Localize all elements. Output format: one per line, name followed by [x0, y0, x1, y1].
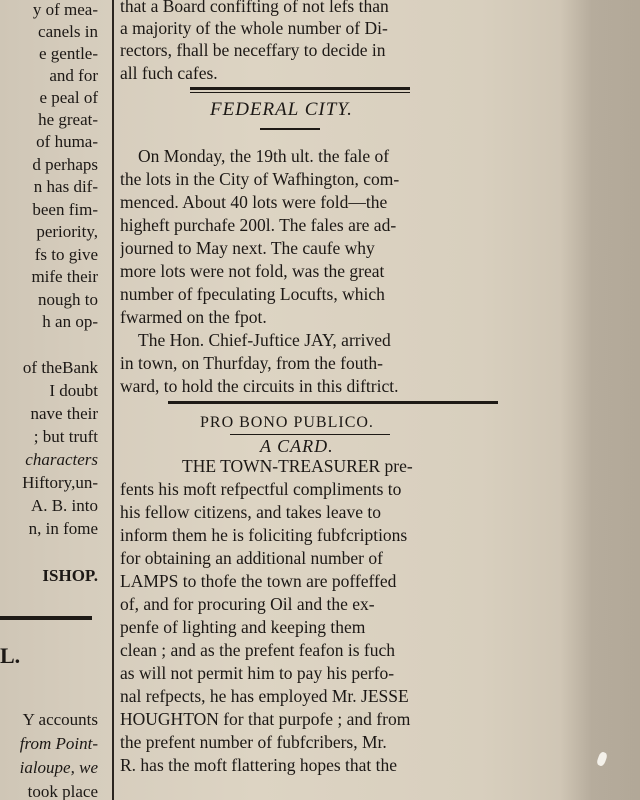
text-line: On Monday, the 19th ult. the fale of	[138, 146, 390, 166]
left-line: h an op-	[42, 312, 98, 331]
text-line: fwarmed on the fpot.	[120, 307, 267, 327]
left-line: took place	[27, 782, 98, 800]
text-line: menced. About 40 lots were fold—the	[120, 192, 388, 212]
text-line: the prefent number of fubfcribers, Mr.	[120, 732, 387, 752]
left-line: periority,	[36, 222, 98, 241]
text-line: THE TOWN-TREASURER pre-	[182, 456, 413, 476]
left-line: canels in	[38, 22, 98, 41]
text-line: ward, to hold the circuits in this diftrict.	[120, 376, 399, 396]
text-line: inform them he is foliciting fubfcriptions	[120, 525, 408, 545]
text-line: all fuch cafes.	[120, 63, 218, 83]
left-line: been fim-	[32, 200, 98, 219]
left-line: nough to	[38, 290, 98, 309]
text-line: penfe of lighting and keeping them	[120, 617, 366, 637]
left-line: n, in fome	[28, 519, 98, 538]
left-line: and for	[49, 66, 98, 85]
main-column	[120, 0, 560, 800]
left-line: I doubt	[49, 381, 98, 400]
left-line: characters	[25, 450, 98, 469]
left-line: ialoupe, we	[19, 758, 98, 777]
heading-underline	[230, 434, 390, 435]
section-rule	[190, 92, 410, 93]
left-line: nave their	[30, 404, 98, 423]
left-line: of huma-	[36, 132, 98, 151]
column-rule	[112, 0, 114, 800]
text-line: for obtaining an additional number of	[120, 548, 383, 568]
text-line: journed to May next. The caufe why	[120, 238, 375, 258]
text-line: more lots were not fold, was the great	[120, 261, 385, 281]
subheading: A CARD.	[260, 436, 334, 456]
left-heading: L.	[0, 643, 21, 668]
section-rule	[190, 87, 410, 90]
heading-underline	[260, 128, 320, 130]
text-line: HOUGHTON for that purpofe ; and from	[120, 709, 411, 729]
text-line: as will not permit him to pay his perfo-	[120, 663, 395, 683]
left-line: fs to give	[34, 245, 98, 264]
left-line: ; but truft	[33, 427, 98, 446]
section-rule	[168, 401, 498, 404]
section-heading: FEDERAL CITY.	[210, 99, 353, 120]
left-line: Y accounts	[22, 710, 98, 729]
text-line: of, and for procuring Oil and the ex-	[120, 594, 375, 614]
text-line: LAMPS to thofe the town are poffeffed	[120, 571, 397, 591]
text-line: rectors, fhall be neceffary to decide in	[120, 40, 386, 60]
page-fold-shadow	[560, 0, 640, 800]
text-line: that a Board confifting of not lefs than	[120, 0, 389, 16]
text-line: number of fpeculating Locufts, which	[120, 284, 385, 304]
left-line: of theBank	[22, 358, 98, 377]
left-line: y of mea-	[32, 0, 98, 19]
left-line: Hiftory,un-	[22, 473, 98, 492]
text-line: higheft purchafe 200l. The fales are ad-	[120, 215, 397, 235]
text-line: his fellow citizens, and takes leave to	[120, 502, 381, 522]
left-heading: ISHOP.	[42, 566, 98, 585]
text-line: the lots in the City of Wafhington, com-	[120, 169, 400, 189]
left-column	[0, 0, 110, 800]
text-line: fents his moft refpectful compliments to	[120, 479, 402, 499]
left-line: d perhaps	[32, 155, 98, 174]
left-line: e gentle-	[39, 44, 98, 63]
text-line: a majority of the whole number of Di-	[120, 18, 388, 38]
left-line: mife their	[31, 267, 98, 286]
text-line: in town, on Thurfday, from the fouth-	[120, 353, 383, 373]
left-line: n has dif-	[33, 177, 98, 196]
left-line: e peal of	[39, 88, 98, 107]
text-line: clean ; and as the prefent feafon is fuch	[120, 640, 396, 660]
left-divider	[0, 616, 92, 620]
left-line: he great-	[38, 110, 98, 129]
section-heading: PRO BONO PUBLICO.	[200, 414, 374, 431]
text-line: R. has the moft flattering hopes that the	[120, 755, 398, 775]
left-line: from Point-	[19, 734, 98, 753]
left-line: A. B. into	[30, 496, 98, 515]
text-line: nal refpects, he has employed Mr. JESSE	[120, 686, 409, 706]
text-line: The Hon. Chief-Juftice JAY, arrived	[138, 330, 391, 350]
